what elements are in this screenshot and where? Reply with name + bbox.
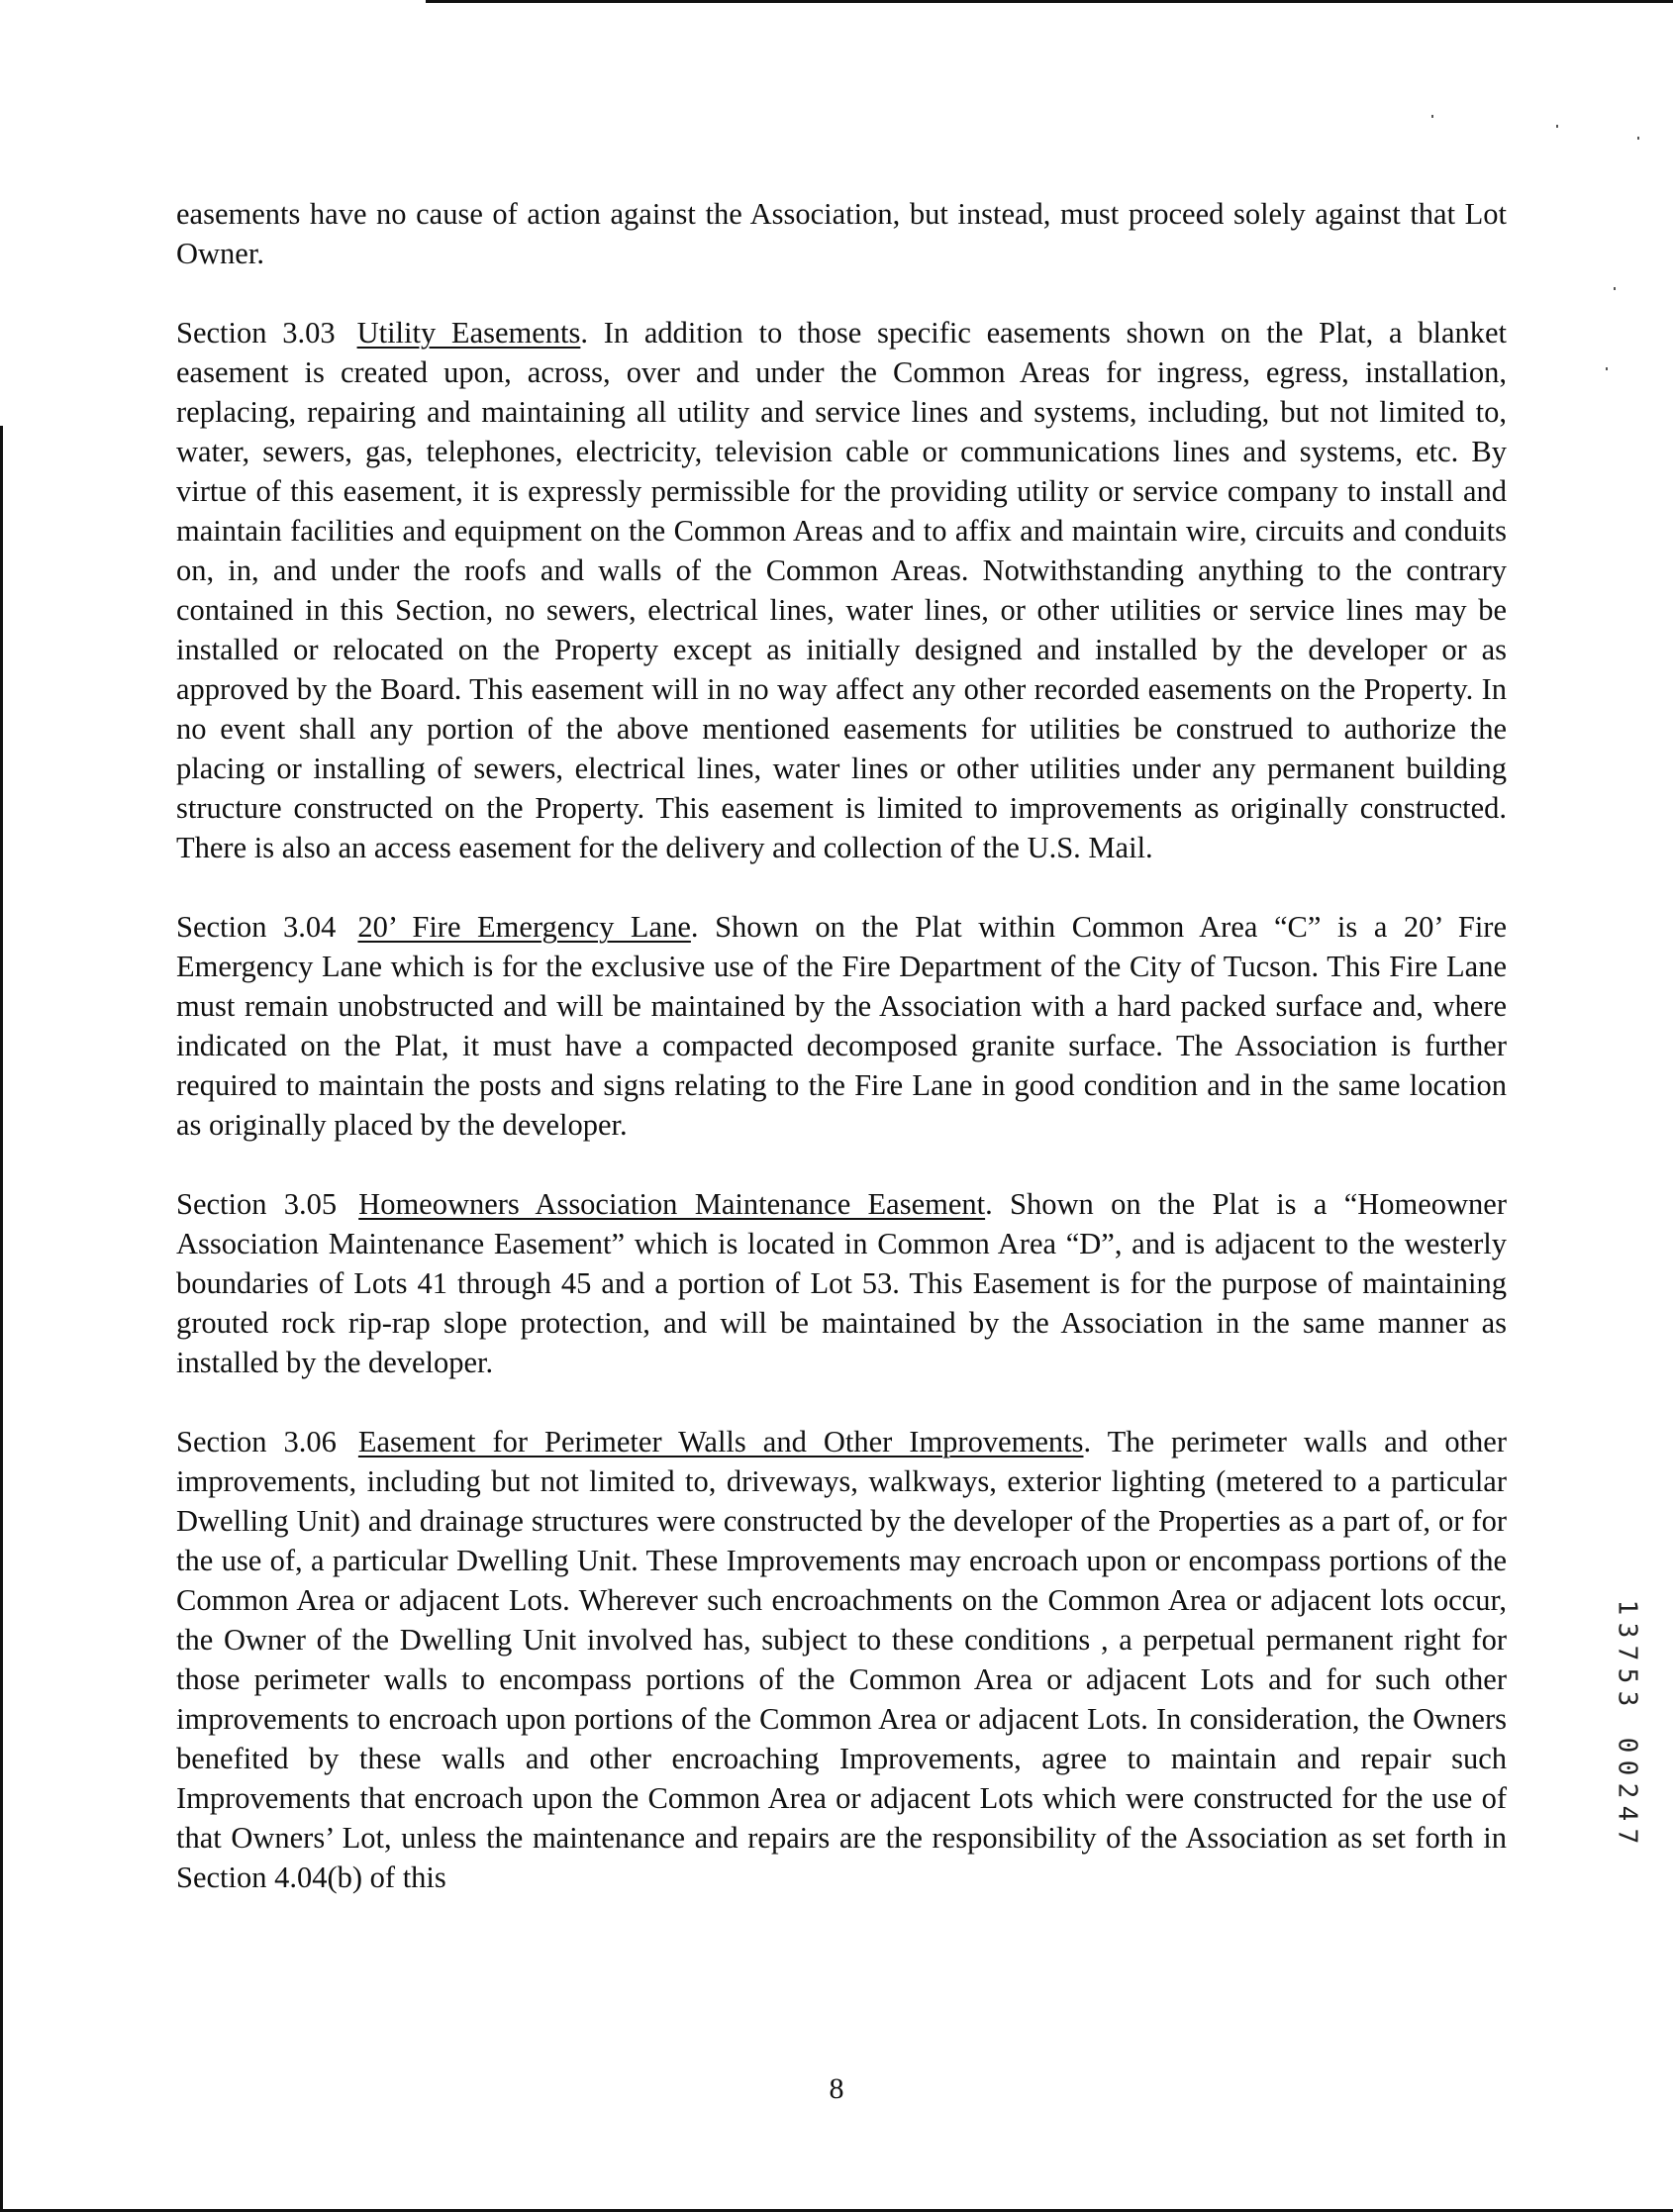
section-number: Section 3.04 bbox=[176, 910, 337, 944]
scan-speck bbox=[1431, 115, 1433, 118]
stamp-digit: 0 bbox=[1612, 1737, 1642, 1754]
section-3-04 bbox=[176, 907, 1507, 1145]
section-body: . The perimeter walls and other improvements, including but not limited to, driveways, walkways, exterior lighting (metered to a particular Dwelling Unit) and drainage structures were constructed by the developer of the Properties as a part of, or for the use of, a particular Dwelling Unit. These Improvements may encroach upon or encompass portions of the Common Area or adjacent Lots. Wherever such encroachments on the Common Area or adjacent lots occur, the Owner of the Dwelling Unit involved has, subject to these conditions , a perpetual permanent right for those perimeter walls to encompass portions of the Common Area or adjacent Lots and for such other improvements to encroach upon portions of the Common Area or adjacent Lots. In consideration, the Owners benefited by these walls and other encroaching Improvements, agree to maintain and repair such Improvements that encroach upon the Common Area or adjacent Lots which were constructed for the use of that Owners’ Lot, unless the maintenance and repairs are the responsibility of the Association as set forth in Section 4.04(b) of this bbox=[176, 1425, 1507, 1894]
scan-speck bbox=[1614, 287, 1616, 290]
scan-speck bbox=[1556, 125, 1558, 128]
stamp-page-number bbox=[1612, 1734, 1641, 1848]
section-number: Section 3.03 bbox=[176, 316, 336, 350]
section-body: . Shown on the Plat is a “Homeowner Association Maintenance Easement” which is located in Common Area “D”, and is adjacent to the westerly boundaries of Lots 41 through 45 and a portion of Lot 53. This Easement is for the purpose of maintaining grouted rock rip-rap slope protection, and will be maintained by the Association in the same manner as installed by the developer. bbox=[176, 1187, 1507, 1379]
section-title: Utility Easements bbox=[356, 316, 581, 350]
stamp-digit: 7 bbox=[1612, 1645, 1642, 1661]
scan-top-border bbox=[426, 0, 1673, 3]
stamp-digit: 1 bbox=[1612, 1599, 1642, 1616]
section-3-03 bbox=[176, 313, 1507, 867]
stamp-book-number bbox=[1612, 1596, 1641, 1710]
scan-speck bbox=[1606, 367, 1608, 370]
stamp-digit: 5 bbox=[1612, 1667, 1642, 1684]
section-title: 20’ Fire Emergency Lane bbox=[357, 910, 691, 944]
stamp-digit: 0 bbox=[1612, 1760, 1642, 1776]
section-number: Section 3.06 bbox=[176, 1425, 337, 1458]
stamp-digit: 3 bbox=[1612, 1690, 1642, 1707]
continuation-text: easements have no cause of action against the Association, but instead, must proceed solely against that Lot Owner. bbox=[176, 197, 1507, 270]
section-title: Homeowners Association Maintenance Easement bbox=[358, 1187, 986, 1221]
stamp-digit: 4 bbox=[1612, 1805, 1642, 1822]
section-body: . In addition to those specific easements shown on the Plat, a blanket easement is created upon, across, over and under the Common Areas for ingress, egress, installation, replacing, repairing and maintaining all utility and service lines and systems, including, but not limited to, water, sewers, gas, telephones, electricity, television cable or communications lines and systems, etc. By virtue of this easement, it is expressly permissible for the providing utility or service company to install and maintain facilities and equipment on the Common Areas and to affix and maintain wire, circuits and conduits on, in, and under the roofs and walls of the Common Areas. Notwithstanding anything to the contrary contained in this Section, no sewers, electrical lines, water lines, or other utilities or service lines may be installed or relocated on the Property except as initially designed and installed by the developer or as approved by the Board. This easement will in no way affect any other recorded easements on the Property. In no event shall any portion of the above mentioned easements for utilities be construed to authorize the placing or installing of sewers, electrical lines, water lines or other utilities under any permanent building structure constructed on the Property. This easement is limited to improvements as originally constructed. There is also an access easement for the delivery and collection of the U.S. Mail. bbox=[176, 316, 1507, 864]
section-3-05 bbox=[176, 1184, 1507, 1382]
recording-stamp bbox=[1612, 1596, 1641, 1848]
section-3-06 bbox=[176, 1422, 1507, 1897]
scan-left-border bbox=[0, 426, 3, 2212]
section-body: . Shown on the Plat within Common Area “C” is a 20’ Fire Emergency Lane which is for the exclusive use of the Fire Department of the City of Tucson. This Fire Lane must remain unobstructed and will be maintained by the Association with a hard packed surface and, where indicated on the Plat, it must have a compacted decomposed granite surface. The Association is further required to maintain the posts and signs relating to the Fire Lane in good condition and in the same location as originally placed by the developer. bbox=[176, 910, 1507, 1142]
document-body bbox=[176, 194, 1507, 1937]
stamp-digit: 7 bbox=[1612, 1828, 1642, 1845]
section-title: Easement for Perimeter Walls and Other Improvements bbox=[357, 1425, 1084, 1458]
stamp-digit: 2 bbox=[1612, 1782, 1642, 1799]
scan-speck bbox=[1637, 137, 1639, 140]
continuation-paragraph bbox=[176, 194, 1507, 273]
page-number: 8 bbox=[829, 2072, 844, 2105]
section-number: Section 3.05 bbox=[176, 1187, 338, 1221]
stamp-digit: 3 bbox=[1612, 1622, 1642, 1639]
